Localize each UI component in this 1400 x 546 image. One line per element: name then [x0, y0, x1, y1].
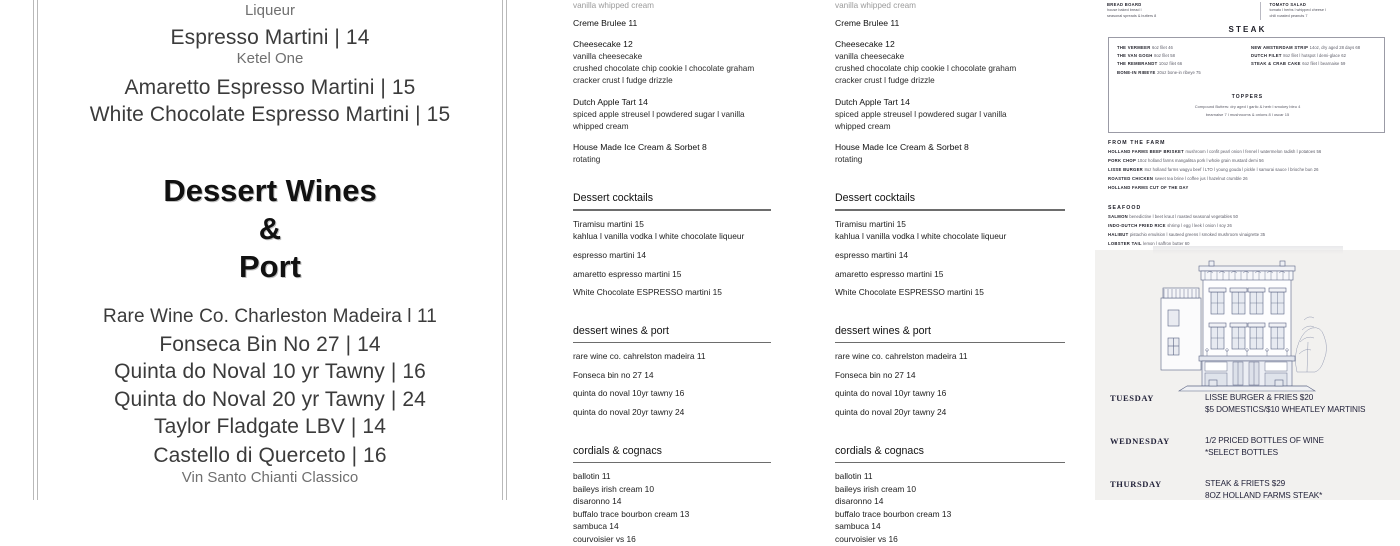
cocktail-name: White Chocolate Espresso Martini | 15 — [89, 103, 451, 126]
wine-name: Quinta do Noval 10 yr Tawny | 16 — [114, 360, 426, 383]
toppers-heading: TOPPERS — [1231, 94, 1264, 100]
menu-row: courvoisier vs 16 — [835, 534, 898, 545]
historic-building-illustration — [1147, 254, 1347, 394]
bread-board-desc-line: seasonal spreads & butters 8 — [1107, 13, 1157, 18]
dessert-description: whipped cream — [573, 121, 629, 131]
bread-board-desc-line: house baked bread l — [1107, 8, 1142, 13]
seafood-item — [1108, 221, 1393, 230]
toppers-line: Compound Butters: dry aged l garlic & herb l smokey bleu 4 — [1194, 104, 1301, 109]
panel-border-right-inner — [502, 0, 503, 500]
menu-content-2 — [835, 0, 1085, 546]
dessert-name: Creme Brulee 11 — [835, 18, 900, 28]
item-description: shrimp l egg l leek l onion l soy 26 — [1167, 223, 1232, 229]
menu-section-heading: cordials & cognacs — [573, 444, 662, 457]
special-line: $5 DOMESTICS/$10 WHEATLEY MARTINIS — [1205, 404, 1366, 414]
section-divider — [573, 462, 803, 463]
menu-row: quinta do noval 20yr tawny 24 — [835, 407, 947, 417]
item-description: 20oz bone-in ribeye 75 — [1157, 69, 1201, 75]
panel-border-left-outer — [33, 0, 34, 500]
dessert-name: Dutch Apple Tart 14 — [573, 96, 648, 107]
special-row-thursday — [1095, 479, 1400, 519]
cut-off-top-line: vanilla whipped cream — [835, 1, 917, 10]
item-name: HALIBUT — [1108, 232, 1130, 238]
menu-row: quinta do noval 20yr tawny 24 — [573, 407, 685, 417]
dessert-item — [835, 96, 1085, 133]
menu-row: Tiramisu martini 15 — [835, 218, 906, 229]
menu-row: disaronno 14 — [573, 496, 622, 507]
dessert-name: House Made Ice Cream & Sorbet 8 — [835, 142, 969, 153]
item-name: PORK CHOP — [1108, 158, 1138, 164]
menu-row: baileys irish cream 10 — [835, 483, 916, 494]
menu-row: ballotin 11 — [573, 471, 611, 481]
day-specials — [1205, 435, 1395, 459]
menu-section-heading: Dessert cocktails — [573, 192, 654, 205]
dessert-item — [835, 141, 1085, 166]
item-description: 6oz filet 46 — [1152, 45, 1173, 50]
dessert-wines-panel — [0, 0, 508, 500]
section-divider — [573, 209, 803, 210]
steak-item — [1251, 60, 1379, 68]
item-name: SALMON — [1108, 214, 1130, 219]
menu-row: Fonseca bin no 27 14 — [573, 369, 654, 380]
menu-row: buffalo trace bourbon cream 13 — [573, 508, 690, 519]
menu-row: disaronno 14 — [835, 496, 884, 507]
day-specials — [1205, 478, 1395, 502]
menu-section-heading: dessert wines & port — [835, 324, 931, 337]
menu-section-list — [835, 470, 1085, 546]
item-name: INDO-DUTCH FRIED RICE — [1108, 223, 1168, 229]
seafood-item — [1108, 212, 1393, 221]
day-label: THURSDAY — [1110, 479, 1162, 489]
menu-row: buffalo trace bourbon cream 13 — [835, 508, 952, 519]
menu-row: sambuca 14 — [573, 521, 619, 532]
item-name: BONE-IN RIBEYE — [1117, 69, 1158, 75]
dessert-item — [835, 38, 1085, 88]
steak-item — [1251, 52, 1379, 60]
section-divider — [835, 462, 1065, 463]
item-name: HOLLAND FARMS BEEF BRISKET — [1108, 149, 1186, 154]
wine-name: Quinta do Noval 20 yr Tawny | 24 — [114, 388, 426, 411]
menu-row: courvoisier vs 16 — [573, 534, 636, 545]
farm-item — [1108, 147, 1393, 156]
dessert-description: cracker crust l fudge drizzle — [835, 76, 935, 86]
farm-item — [1108, 174, 1393, 183]
item-description: 8oz filet l hutspot l demi-glace 62 — [1283, 53, 1346, 59]
cut-off-top-line: Liqueur — [244, 2, 296, 19]
item-name: HOLLAND FARMS CUT OF THE DAY — [1108, 185, 1189, 191]
dessert-description: vanilla cheesecake — [835, 51, 905, 61]
section-title-line-1: Dessert Wines — [163, 173, 377, 208]
item-name: STEAK & CRAB CAKE — [1251, 61, 1303, 67]
steak-column-right — [1251, 44, 1379, 77]
item-name: THE VERMEER — [1117, 45, 1153, 50]
menu-row: espresso martini 14 — [573, 249, 647, 260]
dessert-name: Cheesecake 12 — [573, 38, 633, 49]
menu-section-heading: Dessert cocktails — [835, 192, 916, 205]
dessert-name: House Made Ice Cream & Sorbet 8 — [573, 142, 707, 153]
special-line: STEAK & FRIETS $29 — [1205, 479, 1286, 488]
item-description: sweet tea brine l coffee jus l hazelnut crumble 26 — [1154, 176, 1248, 182]
menu-section-heading: dessert wines & port — [573, 324, 669, 337]
day-specials — [1205, 392, 1395, 416]
steak-item — [1117, 52, 1245, 60]
seafood-heading: SEAFOOD — [1108, 205, 1142, 211]
section-title-line-2: & — [258, 211, 282, 246]
item-description: 8oz holland farms wagyu beef l LTO l young gouda l pickle l samurai sauce l brioche bun 26 — [1144, 167, 1319, 173]
menu-row: kahlua l vanilla vodka l white chocolate liqueur — [573, 231, 745, 242]
section-divider — [835, 209, 1065, 210]
menu-row: quinta do noval 10yr tawny 16 — [835, 388, 947, 399]
menu-row: rare wine co. cahrelston madeira 11 — [835, 351, 968, 362]
dessert-name: Creme Brulee 11 — [573, 18, 638, 28]
menu-row: quinta do noval 10yr tawny 16 — [573, 388, 685, 399]
item-name: LOBSTER TAIL — [1108, 241, 1144, 247]
farm-item — [1108, 183, 1393, 192]
special-row-tuesday — [1095, 393, 1400, 433]
item-description: pistachio emulsion l sauteed greens l smoked mushroom vinaigrette 35 — [1129, 232, 1266, 238]
bread-board-name: BREAD BOARD — [1107, 2, 1142, 7]
tomato-salad-item — [1260, 2, 1392, 20]
menu-row: espresso martini 14 — [835, 249, 909, 260]
steakhouse-menu-top — [1095, 0, 1400, 250]
steakhouse-menu-panel — [1095, 0, 1400, 500]
wine-sub: Vin Santo Chianti Classico — [181, 469, 359, 486]
tomato-salad-name: TOMATO SALAD — [1269, 2, 1307, 7]
special-line: *SELECT BOTTLES — [1205, 447, 1278, 457]
wine-name: Castello di Querceto | 16 — [153, 444, 387, 467]
dessert-description: spiced apple streusel l powdered sugar l vanilla — [835, 109, 1007, 119]
steak-item — [1117, 60, 1245, 68]
menu-row: White Chocolate ESPRESSO martini 15 — [835, 287, 984, 298]
day-label: TUESDAY — [1110, 393, 1155, 403]
cocktail-name: Espresso Martini | 14 — [170, 26, 370, 49]
dessert-name: Dutch Apple Tart 14 — [835, 96, 910, 107]
dessert-description: whipped cream — [835, 121, 891, 131]
section-title-line-3: Port — [239, 249, 301, 284]
menu-section-list — [835, 350, 1085, 418]
dessert-description: rotating — [573, 155, 601, 165]
special-line: 1/2 PRICED BOTTLES OF WINE — [1205, 436, 1324, 445]
menu-row: kahlua l vanilla vodka l white chocolate liqueur — [835, 231, 1007, 242]
item-name: NEW AMSTERDAM STRIP — [1251, 45, 1310, 50]
special-row-wednesday — [1095, 436, 1400, 476]
item-name: LISSE BURGER — [1108, 167, 1145, 173]
from-the-farm-heading: FROM THE FARM — [1108, 140, 1166, 146]
special-line: LISSE BURGER & FRIES $20 — [1205, 393, 1314, 402]
printed-menu-page-2 — [771, 0, 1033, 545]
seafood-list — [1108, 212, 1393, 248]
dessert-description: crushed chocolate chip cookie l chocolate graham — [835, 64, 1017, 74]
item-name: ROASTED CHICKEN — [1108, 176, 1155, 182]
bread-board-item — [1107, 2, 1238, 20]
item-description: mushroom l confit pearl onion l fennel l watermelon radish l potatoes 56 — [1185, 149, 1322, 154]
illustration-and-specials-block — [1095, 250, 1400, 500]
section-divider — [835, 342, 1065, 343]
dessert-description: rotating — [835, 155, 863, 165]
dessert-name: Cheesecake 12 — [835, 38, 895, 49]
steak-column-left — [1117, 44, 1245, 77]
section-divider — [573, 342, 803, 343]
steak-section-box — [1108, 37, 1385, 133]
menu-row: sambuca 14 — [835, 521, 881, 532]
steak-item — [1117, 44, 1245, 52]
dessert-description: spiced apple streusel l powdered sugar l vanilla — [573, 109, 745, 119]
item-name: THE REMBRANDT — [1117, 61, 1159, 67]
wine-name: Fonseca Bin No 27 | 14 — [159, 333, 381, 356]
seafood-item — [1108, 230, 1393, 239]
tomato-salad-desc-line: tomato l herbs l whipped cheese l — [1269, 8, 1326, 13]
dessert-item — [835, 17, 1085, 30]
cut-off-top-line: vanilla whipped cream — [573, 1, 655, 10]
tomato-salad-desc-line: chili roasted peanuts 7 — [1269, 13, 1308, 18]
menu-row: amaretto espresso martini 15 — [835, 268, 944, 279]
item-description: lemon l saffron butter 60 — [1143, 241, 1190, 247]
menu-section-heading: cordials & cognacs — [835, 444, 924, 457]
item-name: DUTCH FILET — [1251, 53, 1284, 59]
steak-items-grid — [1117, 44, 1379, 77]
image-top-edge-shadow — [1153, 246, 1343, 254]
cocktail-sub: Ketel One — [236, 50, 304, 67]
dessert-description: cracker crust l fudge drizzle — [573, 76, 673, 86]
day-label: WEDNESDAY — [1110, 436, 1170, 446]
steak-item — [1117, 69, 1245, 77]
menu-row: baileys irish cream 10 — [573, 483, 654, 494]
menu-row: Fonseca bin no 27 14 — [835, 369, 916, 380]
menu-row: amaretto espresso martini 15 — [573, 268, 682, 279]
menu-row: ballotin 11 — [835, 471, 873, 481]
printed-menu-page-1 — [508, 0, 770, 545]
steak-item — [1251, 44, 1379, 52]
item-description: 10oz filet 66 — [1158, 61, 1183, 67]
starters-row — [1107, 2, 1392, 20]
farm-item — [1108, 156, 1393, 165]
panel-border-right-outer — [506, 0, 507, 500]
menu-row: White Chocolate ESPRESSO martini 15 — [573, 287, 722, 298]
wine-name: Taylor Fladgate LBV | 14 — [154, 415, 386, 438]
dessert-description: vanilla cheesecake — [573, 51, 643, 61]
menu-row: Tiramisu martini 15 — [573, 218, 644, 229]
item-description: benedictine l beet kraut l roasted seasonal vegetables 50 — [1129, 214, 1238, 219]
item-name: THE VAN GOGH — [1117, 53, 1155, 59]
menu-section-list — [835, 218, 1085, 299]
farm-item — [1108, 165, 1393, 174]
special-line: 8OZ HOLLAND FARMS STEAK* — [1205, 490, 1323, 500]
item-description: 14oz, dry aged 28 days 68 — [1309, 45, 1361, 50]
from-the-farm-list — [1108, 147, 1393, 192]
cocktail-name: Amaretto Espresso Martini | 15 — [124, 76, 416, 99]
steak-section-heading: STEAK — [1228, 25, 1267, 34]
menu-row: rare wine co. cahrelston madeira 11 — [573, 351, 706, 362]
wine-name: Rare Wine Co. Charleston Madeira l 11 — [103, 306, 437, 327]
item-description: 10oz holland farms mangalitsa pork l whole grain mustard demi 56 — [1137, 158, 1264, 164]
item-description: 6oz filet l bearnaise 59 — [1302, 61, 1346, 67]
dessert-description: crushed chocolate chip cookie l chocolate graham — [573, 64, 755, 74]
toppers-line: bearnaise 7 l mushrooms & onions 8 l oscar 15 — [1205, 112, 1290, 117]
item-description: 8oz filet 58 — [1154, 53, 1175, 59]
